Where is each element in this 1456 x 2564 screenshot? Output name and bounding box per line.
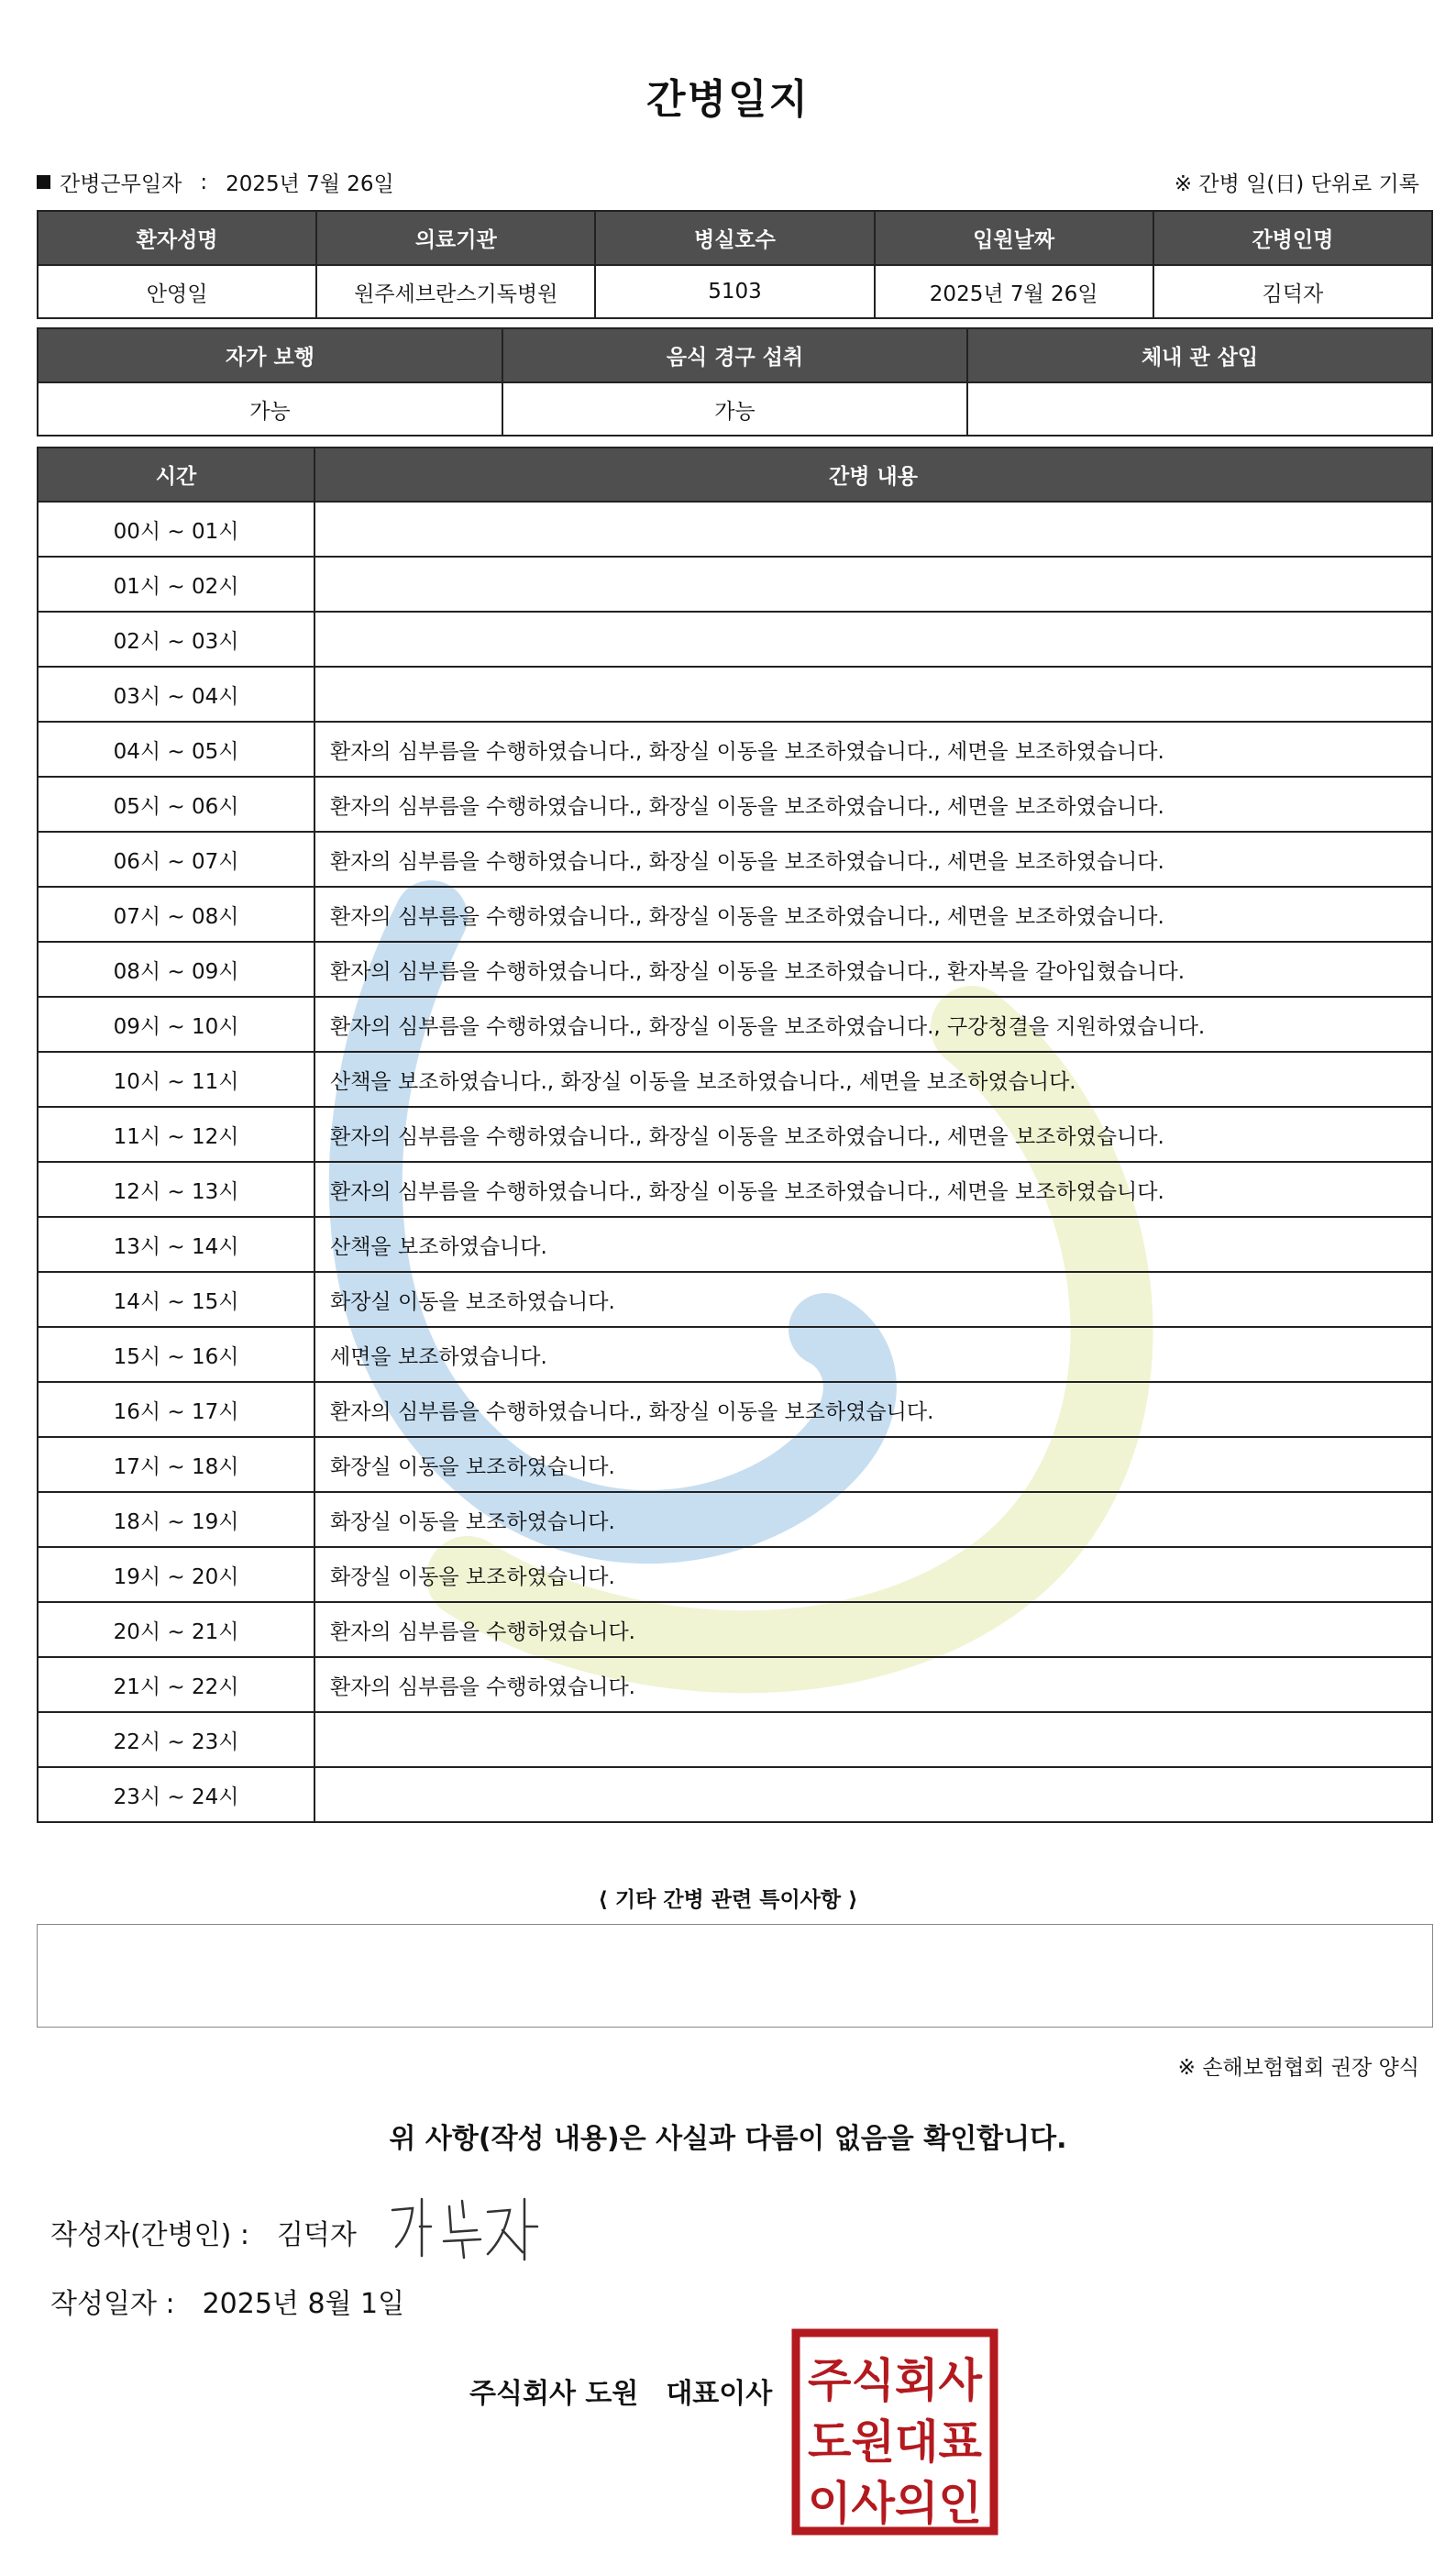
care-log-row [38, 502, 1432, 557]
care-log-content [314, 1767, 1432, 1822]
care-log-row [38, 887, 1432, 942]
company-line [469, 2371, 772, 2411]
care-log-time: 18시 ~ 19시 [38, 1492, 314, 1547]
header-time: 시간 [38, 448, 314, 502]
written-date-line [50, 2281, 404, 2321]
care-log-content [314, 612, 1432, 667]
care-log-time: 11시 ~ 12시 [38, 1107, 314, 1162]
care-log-row [38, 1217, 1432, 1272]
care-log-content [314, 557, 1432, 612]
company-name: 주식회사 도원 [469, 2378, 639, 2410]
written-date-label: 작성일자 : [50, 2288, 175, 2320]
care-log-content: 산책을 보조하였습니다., 화장실 이동을 보조하였습니다., 세면을 보조하였습니다. [314, 1052, 1432, 1107]
page-title: 간병일지 [645, 76, 810, 123]
work-date-line [37, 167, 394, 197]
care-log-time: 20시 ~ 21시 [38, 1602, 314, 1657]
care-log-content: 산책을 보조하였습니다. [314, 1217, 1432, 1272]
care-log-content: 환자의 심부름을 수행하였습니다., 화장실 이동을 보조하였습니다., 구강청결을 지원하였습니다. [314, 997, 1432, 1052]
work-date-colon: : [200, 170, 208, 194]
care-log-row [38, 1272, 1432, 1327]
seal-line-1: 주식회사 [808, 2354, 983, 2407]
care-log-content [314, 667, 1432, 722]
writer-line [50, 2212, 357, 2252]
care-log-content: 세면을 보조하였습니다. [314, 1327, 1432, 1382]
care-log-table [37, 447, 1433, 1823]
seal-line-2: 도원대표 [808, 2415, 983, 2469]
care-log-time: 08시 ~ 09시 [38, 942, 314, 997]
care-log-content: 화장실 이동을 보조하였습니다. [314, 1272, 1432, 1327]
care-log-content: 환자의 심부름을 수행하였습니다., 화장실 이동을 보조하였습니다., 세면을 보조하였습니다. [314, 832, 1432, 887]
care-log-row [38, 1602, 1432, 1657]
care-log-time: 19시 ~ 20시 [38, 1547, 314, 1602]
care-log-content [314, 1712, 1432, 1767]
care-log-time: 06시 ~ 07시 [38, 832, 314, 887]
admission-date: 2025년 7월 26일 [875, 265, 1153, 318]
header-tube-insertion: 체내 관 삽입 [967, 328, 1432, 382]
care-log-row [38, 1712, 1432, 1767]
written-date-value: 2025년 8월 1일 [202, 2288, 405, 2320]
care-log-row [38, 1657, 1432, 1712]
care-log-row [38, 1162, 1432, 1217]
care-log-row [38, 1767, 1432, 1822]
header-self-walking: 자가 보행 [38, 328, 502, 382]
patient-info-value-row [38, 265, 1432, 318]
care-log-content: 환자의 심부름을 수행하였습니다., 화장실 이동을 보조하였습니다., 세면을 보조하였습니다. [314, 1107, 1432, 1162]
header-admission-date: 입원날짜 [875, 211, 1153, 265]
header-care-content: 간병 내용 [314, 448, 1432, 502]
care-log-row [38, 1327, 1432, 1382]
care-log-row [38, 612, 1432, 667]
care-log-header-row [38, 448, 1432, 502]
care-log-row [38, 777, 1432, 832]
square-bullet-icon [37, 175, 50, 189]
tube-insertion-value [967, 382, 1432, 436]
care-log-time: 23시 ~ 24시 [38, 1767, 314, 1822]
care-log-row [38, 1437, 1432, 1492]
patient-info-header-row [38, 211, 1432, 265]
care-log-content: 환자의 심부름을 수행하였습니다., 화장실 이동을 보조하였습니다., 세면을 보조하였습니다. [314, 887, 1432, 942]
care-log-content: 환자의 심부름을 수행하였습니다., 화장실 이동을 보조하였습니다., 세면을 보조하였습니다. [314, 777, 1432, 832]
care-log-row [38, 1382, 1432, 1437]
care-log-row [38, 557, 1432, 612]
care-log-content: 환자의 심부름을 수행하였습니다., 화장실 이동을 보조하였습니다. [314, 1382, 1432, 1437]
patient-status-value-row [38, 382, 1432, 436]
care-log-time: 00시 ~ 01시 [38, 502, 314, 557]
care-log-content: 환자의 심부름을 수행하였습니다. [314, 1657, 1432, 1712]
care-log-time: 09시 ~ 10시 [38, 997, 314, 1052]
room-number: 5103 [595, 265, 874, 318]
confirmation-statement: 위 사항(작성 내용)은 사실과 다름이 없음을 확인합니다. [389, 2123, 1067, 2155]
care-log-time: 07시 ~ 08시 [38, 887, 314, 942]
special-notes-box [37, 1924, 1433, 2028]
patient-info-table [37, 210, 1433, 319]
writer-name: 김덕자 [276, 2219, 357, 2251]
care-log-time: 17시 ~ 18시 [38, 1437, 314, 1492]
care-log-content: 환자의 심부름을 수행하였습니다., 화장실 이동을 보조하였습니다., 세면을 보조하였습니다. [314, 1162, 1432, 1217]
form-source-note: ※ 손해보험협회 권장 양식 [1177, 2056, 1419, 2080]
care-log-time: 16시 ~ 17시 [38, 1382, 314, 1437]
patient-status-header-row [38, 328, 1432, 382]
care-log-time: 05시 ~ 06시 [38, 777, 314, 832]
care-log-content: 환자의 심부름을 수행하였습니다. [314, 1602, 1432, 1657]
work-date-value: 2025년 7월 26일 [226, 172, 394, 196]
care-log-time: 03시 ~ 04시 [38, 667, 314, 722]
hospital-name: 원주세브란스기독병원 [316, 265, 595, 318]
care-log-row [38, 942, 1432, 997]
care-log-time: 02시 ~ 03시 [38, 612, 314, 667]
care-log-row [38, 997, 1432, 1052]
header-oral-intake: 음식 경구 섭취 [502, 328, 967, 382]
care-log-row [38, 722, 1432, 777]
caregiver-name: 김덕자 [1153, 265, 1432, 318]
care-log-row [38, 1492, 1432, 1547]
care-log-time: 13시 ~ 14시 [38, 1217, 314, 1272]
care-log-time: 15시 ~ 16시 [38, 1327, 314, 1382]
care-log-content: 환자의 심부름을 수행하였습니다., 화장실 이동을 보조하였습니다., 환자복을 갈아입혔습니다. [314, 942, 1432, 997]
care-log-content [314, 502, 1432, 557]
care-log-row [38, 1107, 1432, 1162]
seal-line-3: 이사의인 [808, 2477, 982, 2530]
care-log-time: 21시 ~ 22시 [38, 1657, 314, 1712]
care-log-time: 01시 ~ 02시 [38, 557, 314, 612]
care-log-time: 22시 ~ 23시 [38, 1712, 314, 1767]
handwritten-signature [385, 2190, 550, 2263]
care-log-row [38, 1052, 1432, 1107]
special-notes-title: ⟨ 기타 간병 관련 특이사항 ⟩ [598, 1888, 858, 1912]
care-log-row [38, 1547, 1432, 1602]
care-log-content: 환자의 심부름을 수행하였습니다., 화장실 이동을 보조하였습니다., 세면을 보조하였습니다. [314, 722, 1432, 777]
patient-name: 안영일 [38, 265, 316, 318]
company-ceo-title: 대표이사 [666, 2378, 773, 2410]
care-log-row [38, 667, 1432, 722]
patient-status-table [37, 327, 1433, 437]
header-hospital: 의료기관 [316, 211, 595, 265]
writer-label: 작성자(간병인) : [50, 2219, 249, 2251]
care-log-content: 화장실 이동을 보조하였습니다. [314, 1492, 1432, 1547]
care-log-time: 10시 ~ 11시 [38, 1052, 314, 1107]
work-date-label: 간병근무일자 [60, 172, 182, 196]
care-log-content: 화장실 이동을 보조하였습니다. [314, 1547, 1432, 1602]
header-patient-name: 환자성명 [38, 211, 316, 265]
care-log-time: 04시 ~ 05시 [38, 722, 314, 777]
oral-intake-value: 가능 [502, 382, 967, 436]
record-unit-note: ※ 간병 일(日) 단위로 기록 [1174, 172, 1419, 196]
care-log-time: 12시 ~ 13시 [38, 1162, 314, 1217]
self-walking-value: 가능 [38, 382, 502, 436]
care-log-time: 14시 ~ 15시 [38, 1272, 314, 1327]
care-log-row [38, 832, 1432, 887]
header-room-number: 병실호수 [595, 211, 874, 265]
company-seal-stamp [790, 2327, 999, 2536]
care-log-content: 화장실 이동을 보조하였습니다. [314, 1437, 1432, 1492]
header-caregiver-name: 간병인명 [1153, 211, 1432, 265]
